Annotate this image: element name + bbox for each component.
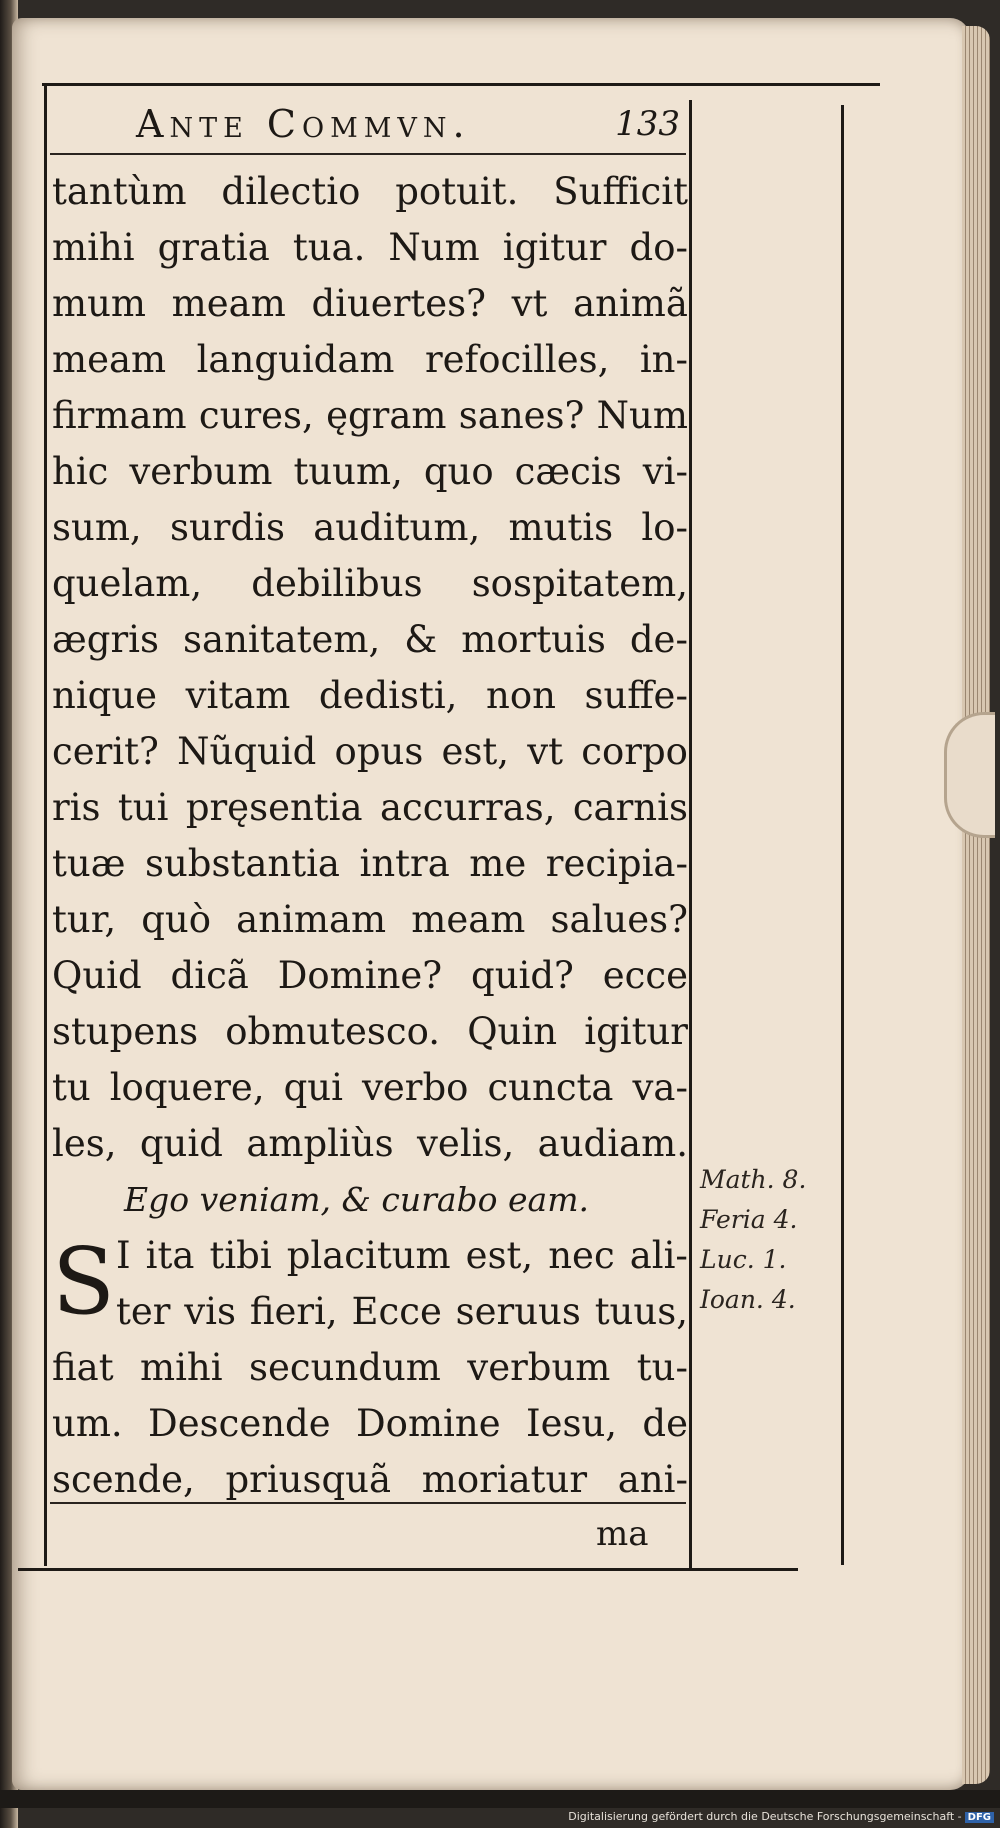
text-line: cerit? Nũquid opus est, vt corpo	[52, 730, 688, 773]
text-line: firmam cures, ęgram sanes? Num	[52, 394, 688, 437]
text-line: tantùm dilectio potuit. Sufficit	[52, 170, 688, 213]
text-line: tu loquere, qui verbo cuncta va-	[52, 1066, 688, 1109]
text-line: sum, surdis auditum, mutis lo-	[52, 506, 688, 549]
text-line: mihi gratia tua. Num igitur do-	[52, 226, 688, 269]
text-line: ter vis fieri, Ecce seruus tuus,	[116, 1290, 688, 1333]
text-line: quelam, debilibus sospitatem,	[52, 562, 688, 605]
second-paragraph	[52, 1228, 688, 1508]
footer-credit-text: Digitalisierung gefördert durch die Deutsche Forschungsgemeinschaft -	[568, 1810, 962, 1823]
frame-right-rule	[841, 105, 844, 1565]
margin-note: Ioan. 4.	[700, 1285, 796, 1314]
frame-top-rule	[42, 83, 880, 86]
page-number: 133	[615, 104, 680, 144]
second-paragraph-wrap	[52, 1228, 688, 1508]
footer-credit	[568, 1810, 994, 1823]
margin-note: Luc. 1.	[700, 1245, 787, 1274]
running-title: Ante Commvn.	[136, 102, 471, 146]
text-line: scende, priusquã moriatur ani-	[52, 1458, 688, 1501]
text-line: fiat mihi secundum verbum tu-	[52, 1346, 688, 1389]
frame-bottom-rule	[18, 1568, 798, 1571]
text-line: hic verbum tuum, quo cæcis vi-	[52, 450, 688, 493]
text-line: ris tui pręsentia accurras, carnis	[52, 786, 688, 829]
book-clasp	[944, 712, 995, 838]
margin-note: Feria 4.	[700, 1205, 798, 1234]
text-line: mum meam diuertes? vt animã	[52, 282, 688, 325]
text-line: tur, quò animam meam salues?	[52, 898, 688, 941]
first-paragraph	[52, 164, 688, 1172]
text-line: meam languidam refocilles, in-	[52, 338, 688, 381]
margin-notes	[700, 1160, 840, 1320]
text-line: um. Descende Domine Iesu, de	[52, 1402, 688, 1445]
bottom-band	[0, 1790, 1000, 1808]
text-line: stupens obmutesco. Quin igitur	[52, 1010, 688, 1053]
text-block	[52, 164, 688, 1508]
text-line: tuæ substantia intra me recipia-	[52, 842, 688, 885]
text-line: Quid dicã Domine? quid? ecce	[52, 954, 688, 997]
frame-left-rule	[44, 86, 47, 1566]
dfg-logo: DFG	[965, 1812, 994, 1823]
frame-margin-rule	[689, 100, 692, 1568]
catchword: ma	[596, 1514, 649, 1554]
text-line: les, quid ampliùs velis, audiam.	[52, 1122, 688, 1165]
drop-cap: S	[52, 1228, 116, 1335]
margin-note: Math. 8.	[700, 1165, 807, 1194]
header-rule	[50, 153, 686, 155]
text-line: I ita tibi placitum est, nec ali-	[116, 1234, 688, 1277]
text-line: nique vitam dedisti, non suffe-	[52, 674, 688, 717]
section-heading: Ego veniam, & curabo eam.	[124, 1180, 590, 1219]
page-edges	[962, 26, 990, 1784]
text-line: ægris sanitatem, & mortuis de-	[52, 618, 688, 661]
running-head	[50, 96, 686, 152]
